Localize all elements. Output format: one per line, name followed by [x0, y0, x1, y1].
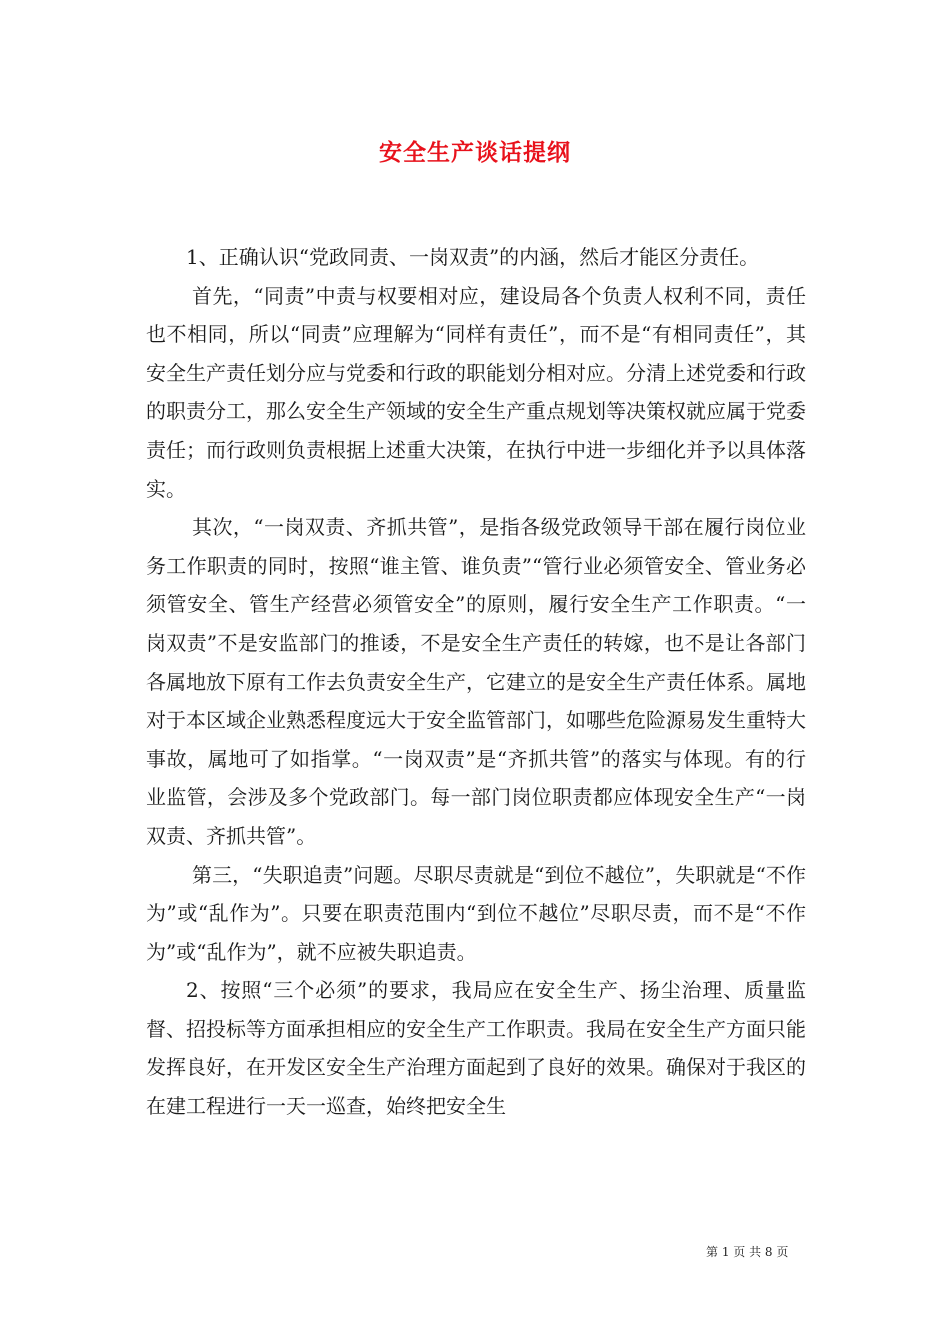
paragraph-3: 其次，“一岗双责、齐抓共管”，是指各级党政领导干部在履行岗位业务工作职责的同时，按照“谁主管、谁负责”“管行业必须管安全、管业务必须管安全、管生产经营必须管安全”的原则，履行安全生产工作职责。“一岗双责”不是安监部门的推诿，不是安全生产责任的转嫁，也不是让各部门各属地放下原有工作去负责安全生产，它建立的是安全生产责任体系。属地对于本区域企业熟悉程度远大于安全监管部门，如哪些危险源易发生重特大事故，属地可了如指掌。“一岗双责”是“齐抓共管”的落实与体现。有的行业监管，会涉及多个党政部门。每一部门岗位职责都应体现安全生产“一岗双责、齐抓共管”。 [146, 515, 806, 848]
document-body [146, 238, 806, 1126]
paragraph-4: 第三，“失职追责”问题。尽职尽责就是“到位不越位”，失职就是“不作为”或“乱作为”。只要在职责范围内“到位不越位”尽职尽责，而不是“不作为”或“乱作为”，就不应被失职追责。 [146, 862, 806, 964]
paragraph-2: 首先，“同责”中责与权要相对应，建设局各个负责人权利不同，责任也不相同，所以“同责”应理解为“同样有责任”，而不是“有相同责任”，其安全生产责任划分应与党委和行政的职能划分相对应。分清上述党委和行政的职责分工，那么安全生产领域的安全生产重点规划等决策权就应属于党委责任；而行政则负责根据上述重大决策，在执行中进一步细化并予以具体落实。 [146, 283, 806, 501]
paragraph-5: 2、按照“三个必须”的要求，我局应在安全生产、扬尘治理、质量监督、招投标等方面承担相应的安全生产工作职责。我局在安全生产方面只能发挥良好，在开发区安全生产治理方面起到了良好的效果。确保对于我区的在建工程进行一天一巡查，始终把安全生 [146, 978, 806, 1119]
document-title: 安全生产谈话提纲 [379, 139, 571, 166]
page-number-footer: 第 1 页 共 8 页 [706, 1245, 789, 1259]
paragraph-1: 1、正确认识“党政同责、一岗双责”的内涵，然后才能区分责任。 [186, 245, 760, 269]
